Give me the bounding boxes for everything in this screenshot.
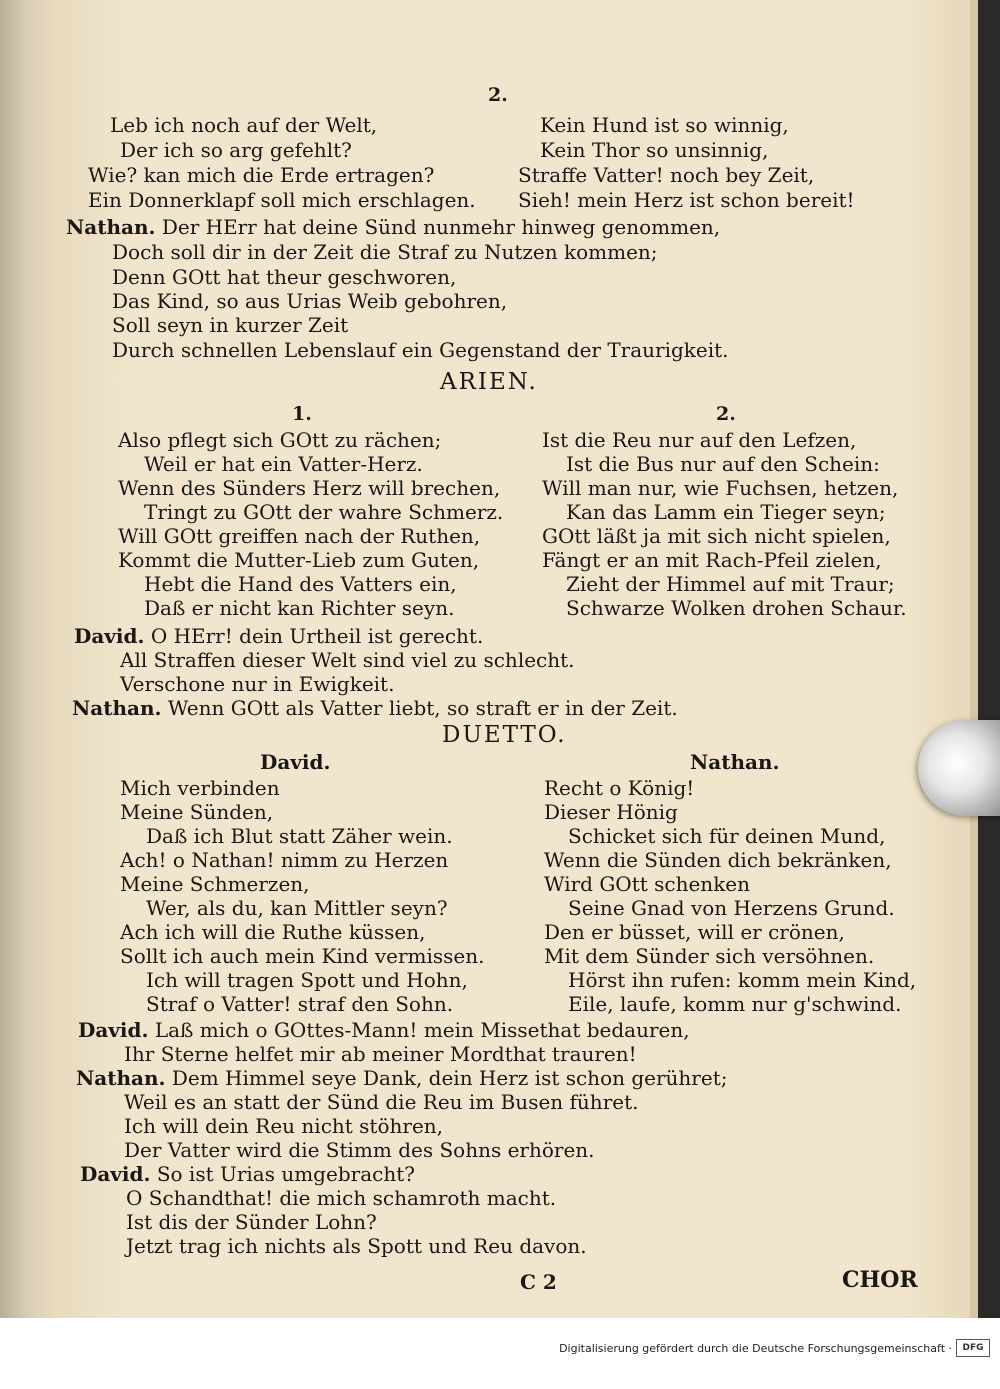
- verse-left-3: Wie? kan mich die Erde ertragen?: [88, 163, 435, 187]
- nathan-speech-1: [66, 215, 720, 239]
- speaker-label: David.: [78, 1018, 149, 1042]
- speech-line: Ich will dein Reu nicht stöhren,: [124, 1114, 444, 1138]
- arie-1-line: Hebt die Hand des Vatters ein,: [144, 572, 457, 596]
- speech-line: Ist dis der Sünder Lohn?: [126, 1210, 377, 1234]
- verse-left-2: Der ich so arg gefehlt?: [120, 138, 352, 162]
- speech-line: So ist Urias umgebracht?: [156, 1162, 415, 1186]
- verse-right-4: Sieh! mein Herz ist schon bereit!: [518, 188, 855, 212]
- arie-2-line: GOtt läßt ja mit sich nicht spielen,: [542, 524, 891, 548]
- page-edge: [970, 0, 978, 1318]
- speech-line: Verschone nur in Ewigkeit.: [120, 672, 395, 696]
- arie-1-line: Daß er nicht kan Richter seyn.: [144, 596, 455, 620]
- arie-1-line: Weil er hat ein Vatter-Herz.: [144, 452, 423, 476]
- arie-2-line: Zieht der Himmel auf mit Traur;: [566, 572, 895, 596]
- duetto-nathan-line: Wenn die Sünden dich bekränken,: [544, 848, 892, 872]
- duetto-david-line: Ach! o Nathan! nimm zu Herzen: [120, 848, 449, 872]
- speech-line: Der Vatter wird die Stimm des Sohns erhören.: [124, 1138, 595, 1162]
- catchword: CHOR: [842, 1267, 918, 1293]
- speaker-label: Nathan.: [66, 215, 156, 239]
- david-speech-2: [78, 1018, 690, 1042]
- arie-1-line: Wenn des Sünders Herz will brechen,: [118, 476, 501, 500]
- arie-2-line: Schwarze Wolken drohen Schaur.: [566, 596, 907, 620]
- speaker-label: Nathan.: [72, 696, 162, 720]
- verse-right-3: Straffe Vatter! noch bey Zeit,: [518, 163, 815, 187]
- duetto-david-line: Straf o Vatter! straf den Sohn.: [146, 992, 454, 1016]
- duetto-nathan-line: Hörst ihn rufen: komm mein Kind,: [568, 968, 917, 992]
- duetto-nathan-line: Recht o König!: [544, 776, 695, 800]
- nathan-speech-3: [76, 1066, 727, 1090]
- verse-right-2: Kein Thor so unsinnig,: [540, 138, 769, 162]
- arie-1-line: Will GOtt greiffen nach der Ruthen,: [118, 524, 481, 548]
- speech-line: Der HErr hat deine Sünd nunmehr hinweg genommen,: [161, 215, 721, 239]
- duetto-nathan-line: Mit dem Sünder sich versöhnen.: [544, 944, 875, 968]
- speech-line: Wenn GOtt als Vatter liebt, so straft er in der Zeit.: [167, 696, 678, 720]
- verse-right-1: Kein Hund ist so winnig,: [540, 113, 789, 137]
- speech-line: Doch soll dir in der Zeit die Straf zu Nutzen kommen;: [112, 240, 658, 264]
- arie-2-line: Ist die Bus nur auf den Schein:: [566, 452, 880, 476]
- duetto-david-line: Daß ich Blut statt Zäher wein.: [146, 824, 453, 848]
- arie-2-line: Will man nur, wie Fuchsen, hetzen,: [542, 476, 899, 500]
- speech-line: O Schandthat! die mich schamroth macht.: [126, 1186, 557, 1210]
- duetto-nathan-line: Wird GOtt schenken: [544, 872, 751, 896]
- duetto-heading: DUETTO.: [442, 722, 567, 748]
- arie-1-line: Kommt die Mutter-Lieb zum Guten,: [118, 548, 480, 572]
- duetto-speaker-right: Nathan.: [690, 750, 780, 774]
- speech-line: Das Kind, so aus Urias Weib gebohren,: [112, 289, 508, 313]
- arien-number-1: 1.: [292, 403, 312, 425]
- arien-heading: ARIEN.: [440, 369, 538, 395]
- speech-line: Soll seyn in kurzer Zeit: [112, 313, 349, 337]
- duetto-nathan-line: Seine Gnad von Herzens Grund.: [568, 896, 895, 920]
- duetto-david-line: Mich verbinden: [120, 776, 280, 800]
- duetto-david-line: Ich will tragen Spott und Hohn,: [146, 968, 468, 992]
- david-speech-3: [80, 1162, 415, 1186]
- speech-line: Dem Himmel seye Dank, dein Herz ist schon gerühret;: [171, 1066, 728, 1090]
- arien-number-2: 2.: [716, 403, 736, 425]
- duetto-david-line: Wer, als du, kan Mittler seyn?: [146, 896, 448, 920]
- duetto-nathan-line: Schicket sich für deinen Mund,: [568, 824, 886, 848]
- verse-left-1: Leb ich noch auf der Welt,: [110, 113, 378, 137]
- speaker-label: David.: [74, 624, 145, 648]
- page-gutter: [0, 0, 58, 1318]
- duetto-david-line: Meine Sünden,: [120, 800, 274, 824]
- arie-2-line: Fängt er an mit Rach-Pfeil zielen,: [542, 548, 882, 572]
- arie-2-line: Kan das Lamm ein Tieger seyn;: [566, 500, 886, 524]
- david-speech-1: [74, 624, 483, 648]
- arie-1-line: Also pflegt sich GOtt zu rächen;: [118, 428, 442, 452]
- duetto-david-line: Meine Schmerzen,: [120, 872, 310, 896]
- footer: [0, 1318, 1000, 1389]
- speech-line: Durch schnellen Lebenslauf ein Gegenstand der Traurigkeit.: [112, 338, 729, 362]
- speech-line: Jetzt trag ich nichts als Spott und Reu davon.: [126, 1234, 587, 1258]
- speech-line: Denn GOtt hat theur geschworen,: [112, 265, 457, 289]
- duetto-nathan-line: Dieser Hönig: [544, 800, 678, 824]
- speaker-label: David.: [80, 1162, 151, 1186]
- duetto-nathan-line: Den er büsset, will er crönen,: [544, 920, 845, 944]
- speaker-label: Nathan.: [76, 1066, 166, 1090]
- speech-line: O HErr! dein Urtheil ist gerecht.: [150, 624, 484, 648]
- arie-2-line: Ist die Reu nur auf den Lefzen,: [542, 428, 857, 452]
- nathan-speech-2: [72, 696, 678, 720]
- page-number: 2.: [488, 84, 508, 106]
- duetto-david-line: Ach ich will die Ruthe küssen,: [120, 920, 426, 944]
- signature-mark: C 2: [520, 1270, 557, 1294]
- duetto-david-line: Sollt ich auch mein Kind vermissen.: [120, 944, 485, 968]
- duetto-nathan-line: Eile, laufe, komm nur g'schwind.: [568, 992, 902, 1016]
- arie-1-line: Tringt zu GOtt der wahre Schmerz.: [144, 500, 504, 524]
- duetto-speaker-left: David.: [260, 750, 331, 774]
- speech-line: All Straffen dieser Welt sind viel zu schlecht.: [120, 648, 575, 672]
- dfg-logo: DFG: [956, 1339, 990, 1357]
- verse-left-4: Ein Donnerklapf soll mich erschlagen.: [88, 188, 476, 212]
- footer-credit: Digitalisierung gefördert durch die Deutsche Forschungsgemeinschaft ·: [559, 1342, 952, 1355]
- speech-line: Laß mich o GOttes-Mann! mein Missethat bedauren,: [154, 1018, 690, 1042]
- speech-line: Ihr Sterne helfet mir ab meiner Mordthat trauren!: [124, 1042, 637, 1066]
- speech-line: Weil es an statt der Sünd die Reu im Busen führet.: [124, 1090, 639, 1114]
